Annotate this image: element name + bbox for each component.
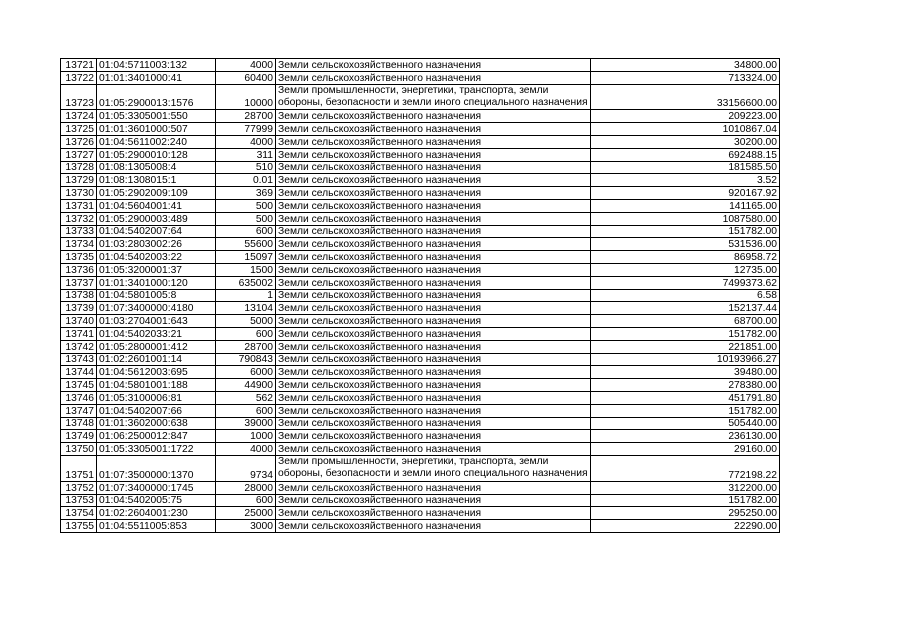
row-id-cell: 13746 <box>61 391 97 404</box>
cadastral-value-cell: 68700.00 <box>591 315 780 328</box>
cadastral-value-cell: 181585.50 <box>591 161 780 174</box>
row-id-cell: 13738 <box>61 289 97 302</box>
cadastral-value-cell: 278380.00 <box>591 379 780 392</box>
table-row <box>61 71 780 84</box>
land-category-cell: Земли сельскохозяйственного назначения <box>276 161 591 174</box>
cadastral-value-cell: 713324.00 <box>591 71 780 84</box>
land-parcels-table <box>60 58 780 533</box>
cadastral-number-cell: 01:08:1305008:4 <box>97 161 216 174</box>
table-row <box>61 136 780 149</box>
cadastral-number-cell: 01:02:2601001:14 <box>97 353 216 366</box>
table-row <box>61 417 780 430</box>
row-id-cell: 13754 <box>61 507 97 520</box>
row-id-cell: 13725 <box>61 123 97 136</box>
table-row <box>61 123 780 136</box>
row-id-cell: 13751 <box>61 455 97 481</box>
row-id-cell: 13734 <box>61 238 97 251</box>
cadastral-value-cell: 33156600.00 <box>591 84 780 110</box>
area-cell: 39000 <box>216 417 276 430</box>
area-cell: 3000 <box>216 520 276 533</box>
area-cell: 0.01 <box>216 174 276 187</box>
cadastral-value-cell: 151782.00 <box>591 404 780 417</box>
area-cell: 1000 <box>216 430 276 443</box>
area-cell: 311 <box>216 148 276 161</box>
land-category-cell: Земли промышленности, энергетики, транспорта, земли обороны, безопасности и земли иного специального назначения <box>276 455 591 481</box>
table-row <box>61 148 780 161</box>
cadastral-number-cell: 01:05:3100006:81 <box>97 391 216 404</box>
land-category-cell: Земли сельскохозяйственного назначения <box>276 520 591 533</box>
row-id-cell: 13747 <box>61 404 97 417</box>
area-cell: 562 <box>216 391 276 404</box>
area-cell: 600 <box>216 494 276 507</box>
table-row <box>61 289 780 302</box>
land-category-cell: Земли сельскохозяйственного назначения <box>276 494 591 507</box>
cadastral-number-cell: 01:08:1308015:1 <box>97 174 216 187</box>
cadastral-value-cell: 531536.00 <box>591 238 780 251</box>
land-category-cell: Земли сельскохозяйственного назначения <box>276 276 591 289</box>
row-id-cell: 13750 <box>61 443 97 456</box>
cadastral-number-cell: 01:05:2902009:109 <box>97 187 216 200</box>
table-row <box>61 110 780 123</box>
cadastral-number-cell: 01:04:5604001:41 <box>97 199 216 212</box>
row-id-cell: 13748 <box>61 417 97 430</box>
cadastral-value-cell: 505440.00 <box>591 417 780 430</box>
table-row <box>61 199 780 212</box>
table-row <box>61 174 780 187</box>
cadastral-value-cell: 152137.44 <box>591 302 780 315</box>
area-cell: 60400 <box>216 71 276 84</box>
cadastral-number-cell: 01:04:5511005:853 <box>97 520 216 533</box>
land-category-cell: Земли сельскохозяйственного назначения <box>276 263 591 276</box>
land-category-cell: Земли сельскохозяйственного назначения <box>276 404 591 417</box>
land-category-cell: Земли сельскохозяйственного назначения <box>276 123 591 136</box>
table-row <box>61 238 780 251</box>
table-row <box>61 187 780 200</box>
land-category-cell: Земли сельскохозяйственного назначения <box>276 379 591 392</box>
area-cell: 28000 <box>216 481 276 494</box>
table-row <box>61 520 780 533</box>
cadastral-number-cell: 01:01:3401000:41 <box>97 71 216 84</box>
area-cell: 10000 <box>216 84 276 110</box>
cadastral-value-cell: 7499373.62 <box>591 276 780 289</box>
cadastral-number-cell: 01:04:5402003:22 <box>97 251 216 264</box>
row-id-cell: 13733 <box>61 225 97 238</box>
row-id-cell: 13742 <box>61 340 97 353</box>
cadastral-number-cell: 01:03:2803002:26 <box>97 238 216 251</box>
table-row <box>61 225 780 238</box>
land-category-cell: Земли сельскохозяйственного назначения <box>276 391 591 404</box>
cadastral-value-cell: 151782.00 <box>591 327 780 340</box>
cadastral-number-cell: 01:07:3400000:4180 <box>97 302 216 315</box>
cadastral-value-cell: 30200.00 <box>591 136 780 149</box>
cadastral-number-cell: 01:05:3305001:550 <box>97 110 216 123</box>
cadastral-value-cell: 12735.00 <box>591 263 780 276</box>
table-row <box>61 84 780 110</box>
cadastral-number-cell: 01:02:2604001:230 <box>97 507 216 520</box>
table-row <box>61 353 780 366</box>
area-cell: 6000 <box>216 366 276 379</box>
cadastral-number-cell: 01:03:2704001:643 <box>97 315 216 328</box>
land-category-cell: Земли сельскохозяйственного назначения <box>276 59 591 72</box>
land-category-cell: Земли сельскохозяйственного назначения <box>276 212 591 225</box>
cadastral-value-cell: 221851.00 <box>591 340 780 353</box>
cadastral-value-cell: 3.52 <box>591 174 780 187</box>
land-category-cell: Земли сельскохозяйственного назначения <box>276 417 591 430</box>
cadastral-number-cell: 01:05:2900010:128 <box>97 148 216 161</box>
land-category-cell: Земли сельскохозяйственного назначения <box>276 148 591 161</box>
cadastral-number-cell: 01:04:5612003:695 <box>97 366 216 379</box>
land-category-cell: Земли промышленности, энергетики, транспорта, земли обороны, безопасности и земли иного специального назначения <box>276 84 591 110</box>
row-id-cell: 13731 <box>61 199 97 212</box>
row-id-cell: 13753 <box>61 494 97 507</box>
table-row <box>61 212 780 225</box>
land-category-cell: Земли сельскохозяйственного назначения <box>276 366 591 379</box>
area-cell: 600 <box>216 225 276 238</box>
table-row <box>61 327 780 340</box>
row-id-cell: 13729 <box>61 174 97 187</box>
cadastral-number-cell: 01:04:5402007:66 <box>97 404 216 417</box>
cadastral-number-cell: 01:05:2900003:489 <box>97 212 216 225</box>
land-category-cell: Земли сельскохозяйственного назначения <box>276 315 591 328</box>
area-cell: 28700 <box>216 340 276 353</box>
cadastral-value-cell: 39480.00 <box>591 366 780 379</box>
table-row <box>61 161 780 174</box>
table-row <box>61 379 780 392</box>
cadastral-number-cell: 01:07:3400000:1745 <box>97 481 216 494</box>
row-id-cell: 13741 <box>61 327 97 340</box>
area-cell: 5000 <box>216 315 276 328</box>
table-row <box>61 507 780 520</box>
area-cell: 4000 <box>216 443 276 456</box>
cadastral-number-cell: 01:01:3601000:507 <box>97 123 216 136</box>
land-category-cell: Земли сельскохозяйственного назначения <box>276 481 591 494</box>
row-id-cell: 13743 <box>61 353 97 366</box>
area-cell: 1500 <box>216 263 276 276</box>
land-category-cell: Земли сельскохозяйственного назначения <box>276 353 591 366</box>
row-id-cell: 13745 <box>61 379 97 392</box>
land-category-cell: Земли сельскохозяйственного назначения <box>276 507 591 520</box>
land-category-cell: Земли сельскохозяйственного назначения <box>276 187 591 200</box>
area-cell: 369 <box>216 187 276 200</box>
land-category-cell: Земли сельскохозяйственного назначения <box>276 174 591 187</box>
row-id-cell: 13749 <box>61 430 97 443</box>
area-cell: 9734 <box>216 455 276 481</box>
table-row <box>61 302 780 315</box>
land-category-cell: Земли сельскохозяйственного назначения <box>276 71 591 84</box>
land-category-cell: Земли сельскохозяйственного назначения <box>276 289 591 302</box>
cadastral-number-cell: 01:07:3500000:1370 <box>97 455 216 481</box>
cadastral-number-cell: 01:04:5711003:132 <box>97 59 216 72</box>
area-cell: 4000 <box>216 59 276 72</box>
table-row <box>61 340 780 353</box>
table-row <box>61 251 780 264</box>
table-row <box>61 315 780 328</box>
cadastral-value-cell: 29160.00 <box>591 443 780 456</box>
land-category-cell: Земли сельскохозяйственного назначения <box>276 430 591 443</box>
row-id-cell: 13752 <box>61 481 97 494</box>
land-category-cell: Земли сельскохозяйственного назначения <box>276 110 591 123</box>
area-cell: 25000 <box>216 507 276 520</box>
table-row <box>61 455 780 481</box>
area-cell: 55600 <box>216 238 276 251</box>
cadastral-number-cell: 01:05:3200001:37 <box>97 263 216 276</box>
cadastral-value-cell: 22290.00 <box>591 520 780 533</box>
table-row <box>61 404 780 417</box>
row-id-cell: 13744 <box>61 366 97 379</box>
land-category-cell: Земли сельскохозяйственного назначения <box>276 327 591 340</box>
cadastral-number-cell: 01:04:5801005:8 <box>97 289 216 302</box>
table-row <box>61 59 780 72</box>
area-cell: 600 <box>216 327 276 340</box>
table-body <box>61 59 780 533</box>
cadastral-number-cell: 01:05:3305001:1722 <box>97 443 216 456</box>
row-id-cell: 13724 <box>61 110 97 123</box>
cadastral-value-cell: 772198.22 <box>591 455 780 481</box>
row-id-cell: 13739 <box>61 302 97 315</box>
area-cell: 44900 <box>216 379 276 392</box>
cadastral-value-cell: 451791.80 <box>591 391 780 404</box>
row-id-cell: 13732 <box>61 212 97 225</box>
row-id-cell: 13728 <box>61 161 97 174</box>
cadastral-value-cell: 1087580.00 <box>591 212 780 225</box>
cadastral-value-cell: 209223.00 <box>591 110 780 123</box>
cadastral-value-cell: 86958.72 <box>591 251 780 264</box>
land-category-cell: Земли сельскохозяйственного назначения <box>276 199 591 212</box>
cadastral-value-cell: 295250.00 <box>591 507 780 520</box>
row-id-cell: 13755 <box>61 520 97 533</box>
cadastral-value-cell: 34800.00 <box>591 59 780 72</box>
cadastral-value-cell: 692488.15 <box>591 148 780 161</box>
cadastral-number-cell: 01:01:3602000:638 <box>97 417 216 430</box>
land-category-cell: Земли сельскохозяйственного назначения <box>276 225 591 238</box>
cadastral-number-cell: 01:05:2900013:1576 <box>97 84 216 110</box>
cadastral-number-cell: 01:04:5801001:188 <box>97 379 216 392</box>
land-category-cell: Земли сельскохозяйственного назначения <box>276 443 591 456</box>
area-cell: 4000 <box>216 136 276 149</box>
row-id-cell: 13723 <box>61 84 97 110</box>
row-id-cell: 13737 <box>61 276 97 289</box>
area-cell: 635002 <box>216 276 276 289</box>
area-cell: 500 <box>216 212 276 225</box>
land-category-cell: Земли сельскохозяйственного назначения <box>276 136 591 149</box>
cadastral-number-cell: 01:04:5402005:75 <box>97 494 216 507</box>
row-id-cell: 13736 <box>61 263 97 276</box>
area-cell: 15097 <box>216 251 276 264</box>
row-id-cell: 13727 <box>61 148 97 161</box>
cadastral-value-cell: 6.58 <box>591 289 780 302</box>
area-cell: 13104 <box>216 302 276 315</box>
cadastral-number-cell: 01:01:3401000:120 <box>97 276 216 289</box>
cadastral-number-cell: 01:04:5611002:240 <box>97 136 216 149</box>
table-row <box>61 430 780 443</box>
table-row <box>61 481 780 494</box>
cadastral-number-cell: 01:06:2500012:847 <box>97 430 216 443</box>
cadastral-value-cell: 141165.00 <box>591 199 780 212</box>
cadastral-value-cell: 920167.92 <box>591 187 780 200</box>
table-row <box>61 494 780 507</box>
cadastral-number-cell: 01:05:2800001:412 <box>97 340 216 353</box>
row-id-cell: 13735 <box>61 251 97 264</box>
table-row <box>61 263 780 276</box>
cadastral-value-cell: 151782.00 <box>591 494 780 507</box>
land-category-cell: Земли сельскохозяйственного назначения <box>276 251 591 264</box>
area-cell: 510 <box>216 161 276 174</box>
land-category-cell: Земли сельскохозяйственного назначения <box>276 302 591 315</box>
cadastral-number-cell: 01:04:5402033:21 <box>97 327 216 340</box>
area-cell: 790843 <box>216 353 276 366</box>
cadastral-value-cell: 236130.00 <box>591 430 780 443</box>
cadastral-value-cell: 312200.00 <box>591 481 780 494</box>
table-row <box>61 366 780 379</box>
land-category-cell: Земли сельскохозяйственного назначения <box>276 340 591 353</box>
area-cell: 600 <box>216 404 276 417</box>
area-cell: 28700 <box>216 110 276 123</box>
table-row <box>61 443 780 456</box>
cadastral-value-cell: 1010867.04 <box>591 123 780 136</box>
table-row <box>61 391 780 404</box>
land-category-cell: Земли сельскохозяйственного назначения <box>276 238 591 251</box>
cadastral-value-cell: 10193966.27 <box>591 353 780 366</box>
row-id-cell: 13726 <box>61 136 97 149</box>
row-id-cell: 13730 <box>61 187 97 200</box>
area-cell: 77999 <box>216 123 276 136</box>
area-cell: 1 <box>216 289 276 302</box>
area-cell: 500 <box>216 199 276 212</box>
row-id-cell: 13722 <box>61 71 97 84</box>
table-row <box>61 276 780 289</box>
cadastral-value-cell: 151782.00 <box>591 225 780 238</box>
cadastral-number-cell: 01:04:5402007:64 <box>97 225 216 238</box>
row-id-cell: 13721 <box>61 59 97 72</box>
row-id-cell: 13740 <box>61 315 97 328</box>
